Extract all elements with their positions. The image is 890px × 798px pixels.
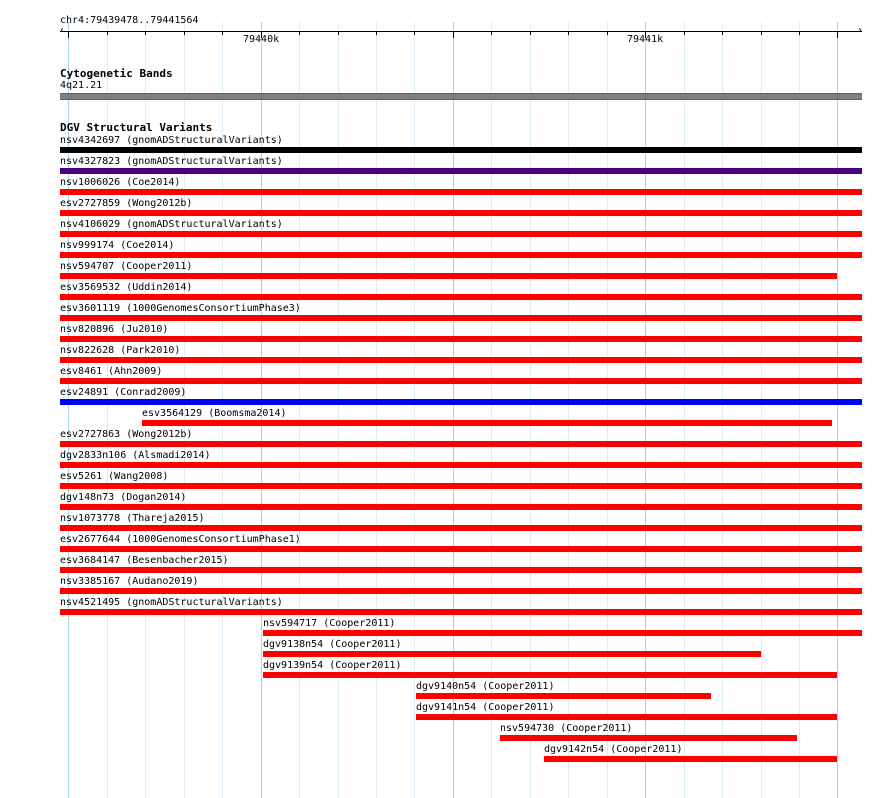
row-separator (60, 384, 862, 385)
sv-feature-label[interactable]: nsv4521495 (gnomADStructuralVariants) (60, 597, 283, 608)
sv-feature-label[interactable]: dgv9138n54 (Cooper2011) (263, 639, 402, 650)
ruler-tick (568, 32, 569, 35)
sv-feature-label[interactable]: dgv9141n54 (Cooper2011) (416, 702, 555, 713)
sv-feature-label[interactable]: dgv2833n106 (Alsmadi2014) (60, 450, 211, 461)
sv-feature-label[interactable]: dgv148n73 (Dogan2014) (60, 492, 187, 503)
row-separator (60, 321, 862, 322)
sv-feature-label[interactable]: dgv9140n54 (Cooper2011) (416, 681, 555, 692)
grid-line (684, 22, 685, 798)
sv-feature-label[interactable]: nsv4342697 (gnomADStructuralVariants) (60, 135, 283, 146)
sv-feature-label[interactable]: dgv9139n54 (Cooper2011) (263, 660, 402, 671)
sv-feature-label[interactable]: esv2727863 (Wong2012b) (60, 429, 193, 440)
row-separator (60, 363, 862, 364)
ruler-tick (761, 32, 762, 35)
sv-feature-label[interactable]: nsv594717 (Cooper2011) (263, 618, 396, 629)
row-separator (60, 342, 862, 343)
ruler-tick (222, 32, 223, 35)
sv-feature-bar[interactable] (142, 420, 832, 426)
ruler-axis (60, 31, 862, 32)
grid-line (607, 22, 608, 798)
row-separator (60, 489, 862, 490)
row-separator (60, 510, 862, 511)
ruler-tick (722, 32, 723, 35)
ruler-tick-label: 79441k (627, 34, 664, 45)
grid-line (761, 22, 762, 798)
row-separator (60, 447, 862, 448)
sv-feature-bar[interactable] (60, 273, 837, 279)
ruler-tick (184, 32, 185, 35)
row-separator (60, 468, 862, 469)
sv-track-title: DGV Structural Variants (60, 121, 213, 134)
row-separator (60, 573, 862, 574)
sv-feature-label[interactable]: esv3601119 (1000GenomesConsortiumPhase3) (60, 303, 301, 314)
ruler (60, 14, 862, 54)
sv-feature-label[interactable]: esv3569532 (Uddin2014) (60, 282, 193, 293)
ruler-tick-label: 79440k (243, 34, 280, 45)
sv-feature-label[interactable]: nsv594730 (Cooper2011) (500, 723, 633, 734)
sv-feature-label[interactable]: nsv4106029 (gnomADStructuralVariants) (60, 219, 283, 230)
sv-feature-label[interactable]: esv24891 (Conrad2009) (60, 387, 187, 398)
sv-feature-bar[interactable] (416, 693, 711, 699)
grid-line (837, 22, 838, 798)
cyto-band-label: 4q21.21 (60, 80, 103, 91)
sv-feature-bar[interactable] (500, 735, 797, 741)
ruler-tick (376, 32, 377, 35)
ruler-tick (607, 32, 608, 35)
sv-feature-label[interactable]: nsv999174 (Coe2014) (60, 240, 175, 251)
sv-feature-label[interactable]: esv3564129 (Boomsma2014) (142, 408, 287, 419)
grid-line (299, 22, 300, 798)
ruler-tick (453, 32, 454, 38)
sv-feature-label[interactable]: nsv3385167 (Audano2019) (60, 576, 199, 587)
sv-feature-bar[interactable] (544, 756, 837, 762)
sv-feature-label[interactable]: nsv820896 (Ju2010) (60, 324, 169, 335)
sv-feature-bar[interactable] (263, 672, 837, 678)
row-separator (60, 216, 862, 217)
sv-feature-bar[interactable] (60, 147, 862, 153)
grid-line (414, 22, 415, 798)
sv-feature-label[interactable]: nsv822628 (Park2010) (60, 345, 181, 356)
cyto-track-title: Cytogenetic Bands (60, 67, 173, 80)
sv-feature-bar[interactable] (60, 399, 862, 405)
sv-feature-label[interactable]: esv5261 (Wang2008) (60, 471, 169, 482)
sv-feature-label[interactable]: dgv9142n54 (Cooper2011) (544, 744, 683, 755)
row-separator (60, 552, 862, 553)
sv-feature-bar[interactable] (60, 168, 862, 174)
ruler-tick (107, 32, 108, 35)
ruler-tick (530, 32, 531, 35)
row-separator (60, 594, 862, 595)
grid-line (799, 22, 800, 798)
ruler-tick (68, 32, 69, 38)
grid-line (722, 22, 723, 798)
grid-line (338, 22, 339, 798)
scroll-right-arrow-icon[interactable]: › (856, 25, 863, 36)
sv-feature-bar[interactable] (263, 651, 761, 657)
ruler-tick (684, 32, 685, 35)
ruler-tick (799, 32, 800, 35)
sv-feature-label[interactable]: esv3684147 (Besenbacher2015) (60, 555, 229, 566)
row-separator (60, 615, 862, 616)
sv-feature-label[interactable]: nsv4327823 (gnomADStructuralVariants) (60, 156, 283, 167)
row-separator (60, 258, 862, 259)
ruler-tick (491, 32, 492, 35)
grid-line (645, 22, 646, 798)
grid-line (568, 22, 569, 798)
ruler-tick (414, 32, 415, 35)
row-separator (60, 195, 862, 196)
sv-feature-label[interactable]: nsv594707 (Cooper2011) (60, 261, 193, 272)
row-separator (60, 237, 862, 238)
row-separator (60, 531, 862, 532)
sv-feature-bar[interactable] (416, 714, 837, 720)
ruler-tick (299, 32, 300, 35)
grid-line (376, 22, 377, 798)
sv-feature-label[interactable]: esv2677644 (1000GenomesConsortiumPhase1) (60, 534, 301, 545)
cyto-band[interactable] (60, 93, 862, 100)
sv-feature-label[interactable]: esv2727859 (Wong2012b) (60, 198, 193, 209)
ruler-tick (338, 32, 339, 35)
sv-feature-bar[interactable] (263, 630, 862, 636)
ruler-tick (837, 32, 838, 38)
locus-label: chr4:79439478..79441564 (60, 15, 199, 26)
sv-feature-label[interactable]: nsv1006026 (Coe2014) (60, 177, 181, 188)
sv-feature-label[interactable]: nsv1073778 (Thareja2015) (60, 513, 205, 524)
ruler-tick (145, 32, 146, 35)
row-separator (60, 300, 862, 301)
scroll-left-arrow-icon[interactable]: ‹ (59, 25, 66, 36)
sv-feature-label[interactable]: esv8461 (Ahn2009) (60, 366, 163, 377)
